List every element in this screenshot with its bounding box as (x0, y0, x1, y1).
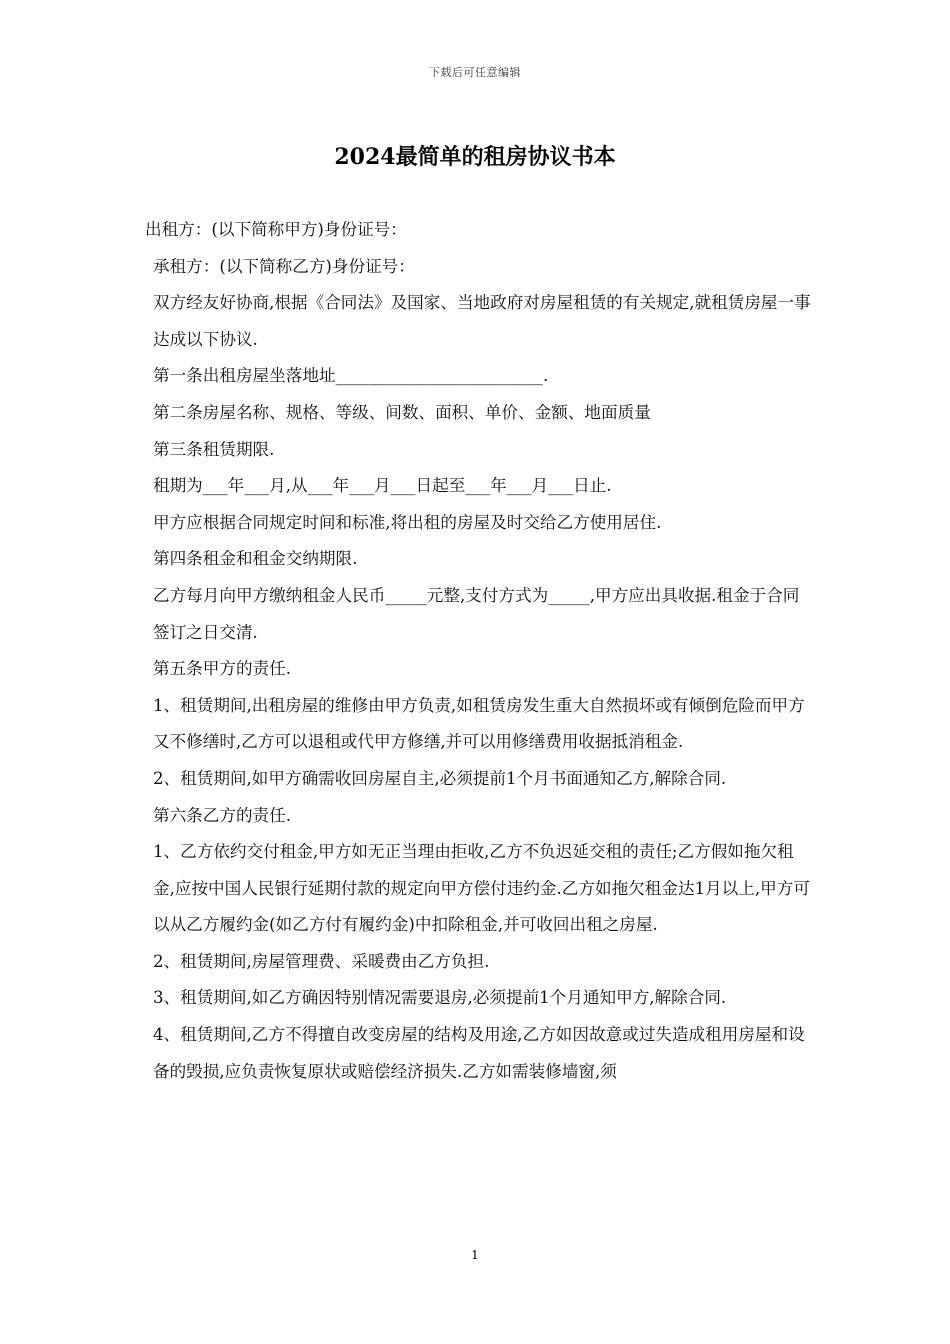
page-number: 1 (471, 1248, 479, 1262)
paragraph-lessee-duty-3: 3、租赁期间,如乙方确因特别情况需要退房,必须提前1个月通知甲方,解除合同. (153, 988, 727, 1008)
paragraph-lessee: 承租方：(以下简称乙方)身份证号： (153, 256, 415, 276)
document-body (145, 212, 813, 1090)
paragraph-lessor: 出租方：(以下简称甲方)身份证号： (145, 220, 407, 239)
paragraph-article-6: 第六条乙方的责任. (153, 805, 292, 825)
header-note: 下载后可任意编辑 (429, 66, 521, 79)
paragraph-article-2: 第二条房屋名称、规格、等级、间数、面积、单价、金额、地面质量 (153, 402, 651, 422)
paragraph-lessee-duty-4: 4、租赁期间,乙方不得擅自改变房屋的结构及用途,乙方如因故意或过失造成租用房屋和设备的毁损,应负责恢复原状或赔偿经济损失.乙方如需装修墙窗,须 (153, 1025, 805, 1081)
paragraph-lessee-duty-1: 1、乙方依约交付租金,甲方如无正当理由拒收,乙方不负迟延交租的责任;乙方假如拖欠租金,应按中国人民银行延期付款的规定向甲方偿付违约金.乙方如拖欠租金达1月以上,甲方可以从乙方履约金(如乙方付有履约金)中扣除租金,并可收回出租之房屋. (153, 842, 810, 935)
paragraph-lessee-duty-2: 2、租赁期间,房屋管理费、采暖费由乙方负担. (153, 951, 490, 971)
paragraph-delivery: 甲方应根据合同规定时间和标准,将出租的房屋及时交给乙方使用居住. (153, 512, 662, 532)
document-title: 2024最简单的租房协议书本 (334, 144, 616, 170)
paragraph-article-1: 第一条出租房屋坐落地址_________________________. (153, 366, 549, 386)
paragraph-article-3: 第三条租赁期限. (153, 439, 275, 459)
paragraph-lessor-duty-1: 1、租赁期间,出租房屋的维修由甲方负责,如租赁房发生重大自然损坏或有倾倒危险而甲方又不修缮时,乙方可以退租或代甲方修缮,并可以用修缮费用收据抵消租金. (153, 695, 805, 752)
paragraph-lessor-duty-2: 2、租赁期间,如甲方确需收回房屋自主,必须提前1个月书面通知乙方,解除合同. (153, 768, 727, 788)
paragraph-rent-payment: 乙方每月向甲方缴纳租金人民币_____元整,支付方式为_____,甲方应出具收据.租金于合同签订之日交清. (153, 585, 800, 642)
paragraph-preamble: 双方经友好协商,根据《合同法》及国家、当地政府对房屋租赁的有关规定,就租赁房屋一事达成以下协议. (153, 293, 811, 349)
paragraph-article-4: 第四条租金和租金交纳期限. (153, 549, 358, 569)
paragraph-lease-term: 租期为___年___月,从___年___月___日起至___年___月___日止. (153, 476, 612, 496)
paragraph-article-5: 第五条甲方的责任. (153, 659, 292, 679)
